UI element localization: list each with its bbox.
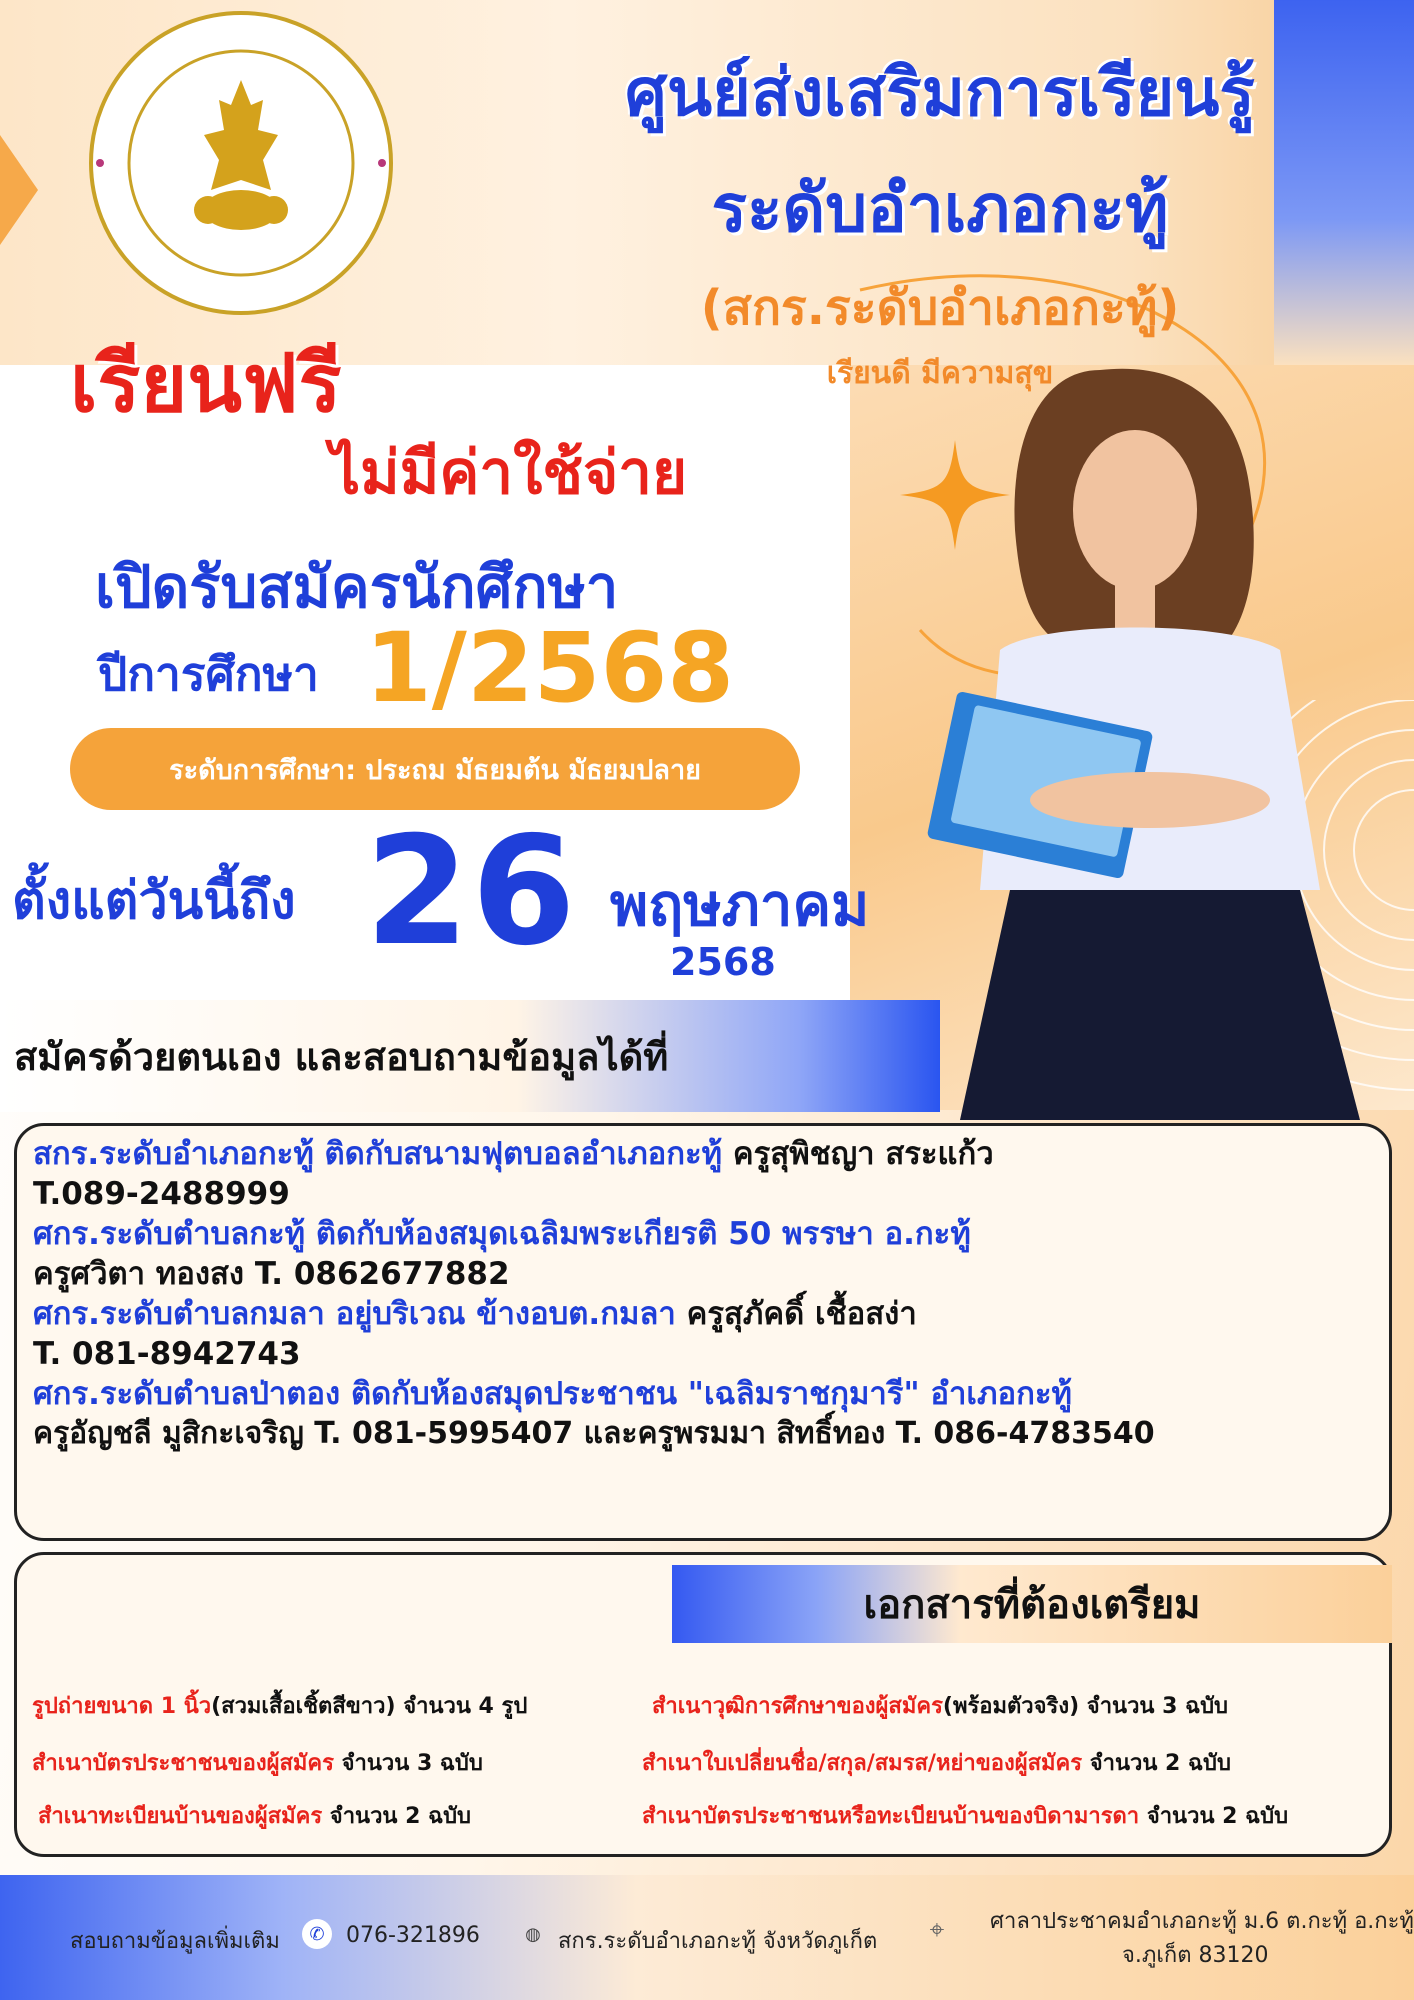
contact-line bbox=[33, 1334, 1373, 1374]
document-item bbox=[642, 1745, 1231, 1780]
contact-place: สกร.ระดับอำเภอกะทู้ ติดกับสนามฟุตบอลอำเภอกะทู้ bbox=[33, 1136, 723, 1172]
contact-teacher: ครูศวิตา ทองสง T. 0862677882 bbox=[33, 1256, 510, 1292]
apply-info-banner-text: สมัครด้วยตนเอง และสอบถามข้อมูลได้ที่ bbox=[14, 1034, 669, 1079]
contact-list-box bbox=[14, 1123, 1392, 1541]
contact-place: ศกร.ระดับตำบลกมลา อยู่บริเวณ ข้างอบต.กมลา bbox=[33, 1296, 676, 1332]
document-detail: จำนวน 2 ฉบับ bbox=[1139, 1804, 1289, 1829]
contact-phone: T. 081-8942743 bbox=[33, 1336, 301, 1372]
footer-web-name[interactable]: สกร.ระดับอำเภอกะทู้ จังหวัดภูเก็ต bbox=[558, 1929, 878, 1954]
education-levels-pill bbox=[70, 728, 800, 810]
more-info-label: สอบถามข้อมูลเพิ่มเติม bbox=[70, 1929, 280, 1954]
contact-teacher: ครูอัญชลี มูสิกะเจริญ T. 081-5995407 และครูพรมมา สิทธิ์ทอง T. 086-4783540 bbox=[33, 1416, 1155, 1451]
contact-line bbox=[33, 1294, 1373, 1334]
contact-line bbox=[33, 1134, 1373, 1174]
deadline-label: ตั้งแต่วันนี้ถึง bbox=[12, 871, 296, 931]
document-name: สำเนาบัตรประชาชนหรือทะเบียนบ้านของบิดามารดา bbox=[642, 1804, 1140, 1829]
deadline-year: 2568 bbox=[670, 940, 776, 984]
document-item bbox=[642, 1798, 1288, 1833]
required-documents-heading-text: เอกสารที่ต้องเตรียม bbox=[863, 1582, 1201, 1628]
contact-line bbox=[33, 1254, 1373, 1294]
district-level-title: ระดับอำเภอกะทู้ bbox=[711, 170, 1169, 247]
deadline-month: พฤษภาคม bbox=[610, 871, 870, 939]
department-seal-logo bbox=[88, 10, 394, 316]
slogan: เรียนดี มีความสุข bbox=[826, 356, 1054, 391]
required-documents-heading bbox=[672, 1565, 1392, 1643]
document-item bbox=[32, 1688, 527, 1723]
contact-line bbox=[33, 1374, 1373, 1414]
document-name: สำเนาวุฒิการศึกษาของผู้สมัคร bbox=[652, 1694, 943, 1719]
contact-teacher: ครูสุภัคดิ์ เชื้อสง่า bbox=[675, 1296, 917, 1332]
footer-bar bbox=[0, 1875, 1414, 2000]
document-item bbox=[38, 1798, 471, 1833]
apply-info-banner bbox=[0, 1000, 940, 1112]
contact-line bbox=[33, 1174, 1373, 1214]
document-item bbox=[652, 1688, 1228, 1723]
contact-line bbox=[33, 1414, 1373, 1454]
deadline-day: 26 bbox=[365, 805, 578, 979]
document-detail: จำนวน 2 ฉบับ bbox=[1082, 1751, 1231, 1776]
contact-line bbox=[33, 1214, 1373, 1254]
left-triangle-decoration bbox=[0, 135, 38, 245]
document-item bbox=[32, 1745, 483, 1780]
document-name: สำเนาบัตรประชาชนของผู้สมัคร bbox=[32, 1751, 334, 1776]
academic-year-value: 1/2568 bbox=[365, 612, 735, 724]
document-detail: (สวมเสื้อเชิ้ตสีขาว) จำนวน 4 รูป bbox=[211, 1694, 528, 1719]
contact-place: ศกร.ระดับตำบลป่าตอง ติดกับห้องสมุดประชาชน "เฉลิมราชกุมารี" อำเภอกะทู้ bbox=[33, 1376, 1072, 1412]
document-name: สำเนาทะเบียนบ้านของผู้สมัคร bbox=[38, 1804, 323, 1829]
no-cost-headline: ไม่มีค่าใช้จ่าย bbox=[330, 438, 688, 508]
document-name: สำเนาใบเปลี่ยนชื่อ/สกุล/สมรส/หย่าของผู้สมัคร bbox=[642, 1751, 1083, 1776]
document-name: รูปถ่ายขนาด 1 นิ้ว bbox=[32, 1694, 212, 1719]
academic-year-label: ปีการศึกษา bbox=[98, 647, 319, 701]
contact-place: ศกร.ระดับตำบลกะทู้ ติดกับห้องสมุดเฉลิมพระเกียรติ 50 พรรษา อ.กะทู้ bbox=[33, 1216, 971, 1252]
free-study-headline: เรียนฟรี bbox=[70, 337, 342, 430]
location-pin-icon: ⌖ bbox=[929, 1914, 945, 1945]
footer-address-line1: ศาลาประชาคมอำเภอกะทู้ ม.6 ต.กะทู้ อ.กะทู้ bbox=[990, 1909, 1414, 1934]
document-detail: จำนวน 3 ฉบับ bbox=[333, 1751, 483, 1776]
abbreviation-title: (สกร.ระดับอำเภอกะทู้) bbox=[700, 280, 1180, 336]
phone-icon: ✆ bbox=[302, 1919, 332, 1949]
open-enrollment-heading: เปิดรับสมัครนักศึกษา bbox=[95, 553, 619, 621]
document-detail: จำนวน 2 ฉบับ bbox=[322, 1804, 472, 1829]
document-detail: (พร้อมตัวจริง) จำนวน 3 ฉบับ bbox=[942, 1694, 1229, 1719]
footer-address-line2: จ.ภูเก็ต 83120 bbox=[1122, 1943, 1269, 1968]
contact-phone: T.089-2488999 bbox=[33, 1176, 290, 1212]
contact-teacher: ครูสุพิชญา สระแก้ว bbox=[722, 1136, 994, 1172]
center-name-title: ศูนย์ส่งเสริมการเรียนรู้ bbox=[625, 54, 1255, 131]
student-photo bbox=[920, 330, 1380, 1120]
education-levels-text: ระดับการศึกษา: ประถม มัธยมต้น มัธยมปลาย bbox=[169, 754, 701, 786]
footer-phone[interactable]: 076-321896 bbox=[346, 1923, 480, 1948]
globe-icon: ◍ bbox=[525, 1923, 541, 1945]
